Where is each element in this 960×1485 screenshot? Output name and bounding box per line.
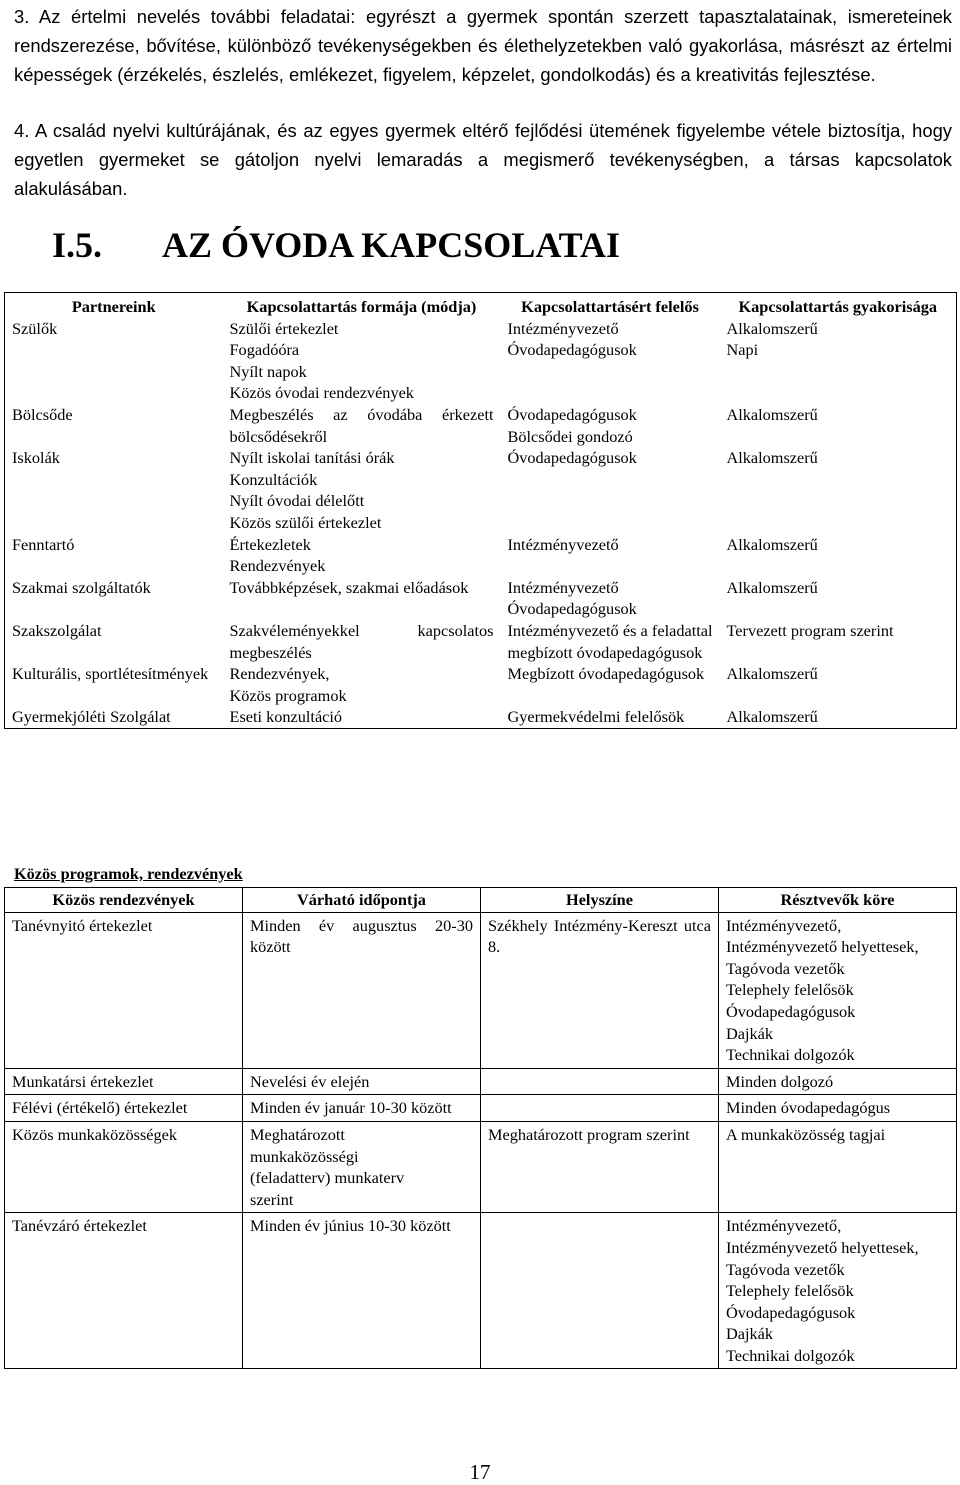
partner-cell: Gyermekjóléti Szolgálat (12, 707, 171, 727)
location-cell: Székhely Intézmény-Kereszt utca 8. (481, 912, 719, 1068)
participants-cell: A munkaközösség tagjai (719, 1121, 957, 1212)
form-cell: Eseti konzultáció (229, 707, 343, 727)
relations-table (4, 292, 957, 729)
event-cell: Közös munkaközösségek (5, 1121, 243, 1212)
page-number: 17 (469, 1460, 491, 1484)
responsible-cell: Óvodapedagógusok Bölcsődei gondozó (507, 404, 637, 446)
date-cell: Minden év január 10-30 között (243, 1095, 481, 1122)
partner-cell: Kulturális, sportlétesítmények (12, 664, 209, 684)
participants-cell: Intézményvezető, Intézményvezető helyettesek, Tagóvoda vezetők Telephely felelősök Óvodapedagógusok Dajkák Technikai dolgozók (719, 1213, 957, 1369)
location-cell (481, 1068, 719, 1095)
partner-cell: Szakmai szolgáltatók (12, 577, 151, 597)
event-cell: Tanévnyitó értekezlet (5, 912, 243, 1068)
table-row (5, 447, 957, 533)
responsible-cell: Megbízott óvodapedagógusok (507, 664, 705, 684)
table-row (5, 663, 957, 706)
responsible-cell: Intézményvezető és a feladattal megbízott óvodapedagógusok (507, 620, 713, 662)
relations-header-cell: Kapcsolattartásért felelős (521, 297, 699, 316)
frequency-cell: Alkalomszerű (726, 664, 818, 684)
date-cell: Nevelési év elején (243, 1068, 481, 1095)
relations-header-cell: Kapcsolattartás formája (módja) (246, 297, 477, 316)
table-row (5, 404, 957, 447)
frequency-cell: Tervezett program szerint (726, 620, 894, 640)
programs-table (4, 887, 957, 1369)
frequency-cell: Alkalomszerű (726, 404, 818, 424)
responsible-cell: Intézményvezető Óvodapedagógusok (507, 318, 637, 360)
programs-header-cell: Közös rendezvények (5, 888, 243, 913)
form-cell: Nyílt iskolai tanítási órák Konzultációk Nyílt óvodai délelőtt Közös szülői értekezlet (229, 448, 395, 532)
frequency-cell: Alkalomszerű (726, 534, 818, 554)
frequency-cell: Alkalomszerű (726, 707, 818, 727)
participants-cell: Intézményvezető, Intézményvezető helyettesek, Tagóvoda vezetők Telephely felelősök Óvodapedagógusok Dajkák Technikai dolgozók (719, 912, 957, 1068)
responsible-cell: Intézményvezető (507, 534, 619, 554)
location-cell (481, 1213, 719, 1369)
programs-header-cell: Helyszíne (481, 888, 719, 913)
location-cell: Meghatározott program szerint (481, 1121, 719, 1212)
table-row (5, 1121, 957, 1212)
date-cell: Minden év június 10-30 között (243, 1213, 481, 1369)
partner-cell: Szülők (12, 318, 58, 338)
date-cell: Meghatározott munkaközösségi (feladatterv) munkaterv szerint (243, 1121, 481, 1212)
form-cell: Továbbképzések, szakmai előadások (229, 577, 469, 597)
intro-paragraph-4: 4. A család nyelvi kultúrájának, és az egyes gyermek eltérő fejlődési ütemének figyelembe vétele biztosítja, hogy egyetlen gyermeket se gátoljon nyelvi lemaradás a megismerő tevékenységben, a társas kapcsolatok alakulásában. (14, 120, 952, 199)
form-cell: Rendezvények, Közös programok (229, 664, 347, 705)
table-row (5, 577, 957, 620)
event-cell: Munkatársi értekezlet (5, 1068, 243, 1095)
event-cell: Tanévzáró értekezlet (5, 1213, 243, 1369)
table-row (5, 912, 957, 1068)
section-heading (52, 224, 620, 266)
frequency-cell: Alkalomszerű (726, 448, 818, 468)
form-cell: Szülői értekezlet Fogadóóra Nyílt napok Közös óvodai rendezvények (229, 318, 414, 403)
section-number: I.5. (52, 225, 103, 265)
table-row (5, 318, 957, 404)
form-cell: Értekezletek Rendezvények (229, 534, 326, 576)
location-cell (481, 1095, 719, 1122)
responsible-cell: Intézményvezető Óvodapedagógusok (507, 577, 637, 619)
table-row (5, 620, 957, 663)
partner-cell: Szakszolgálat (12, 620, 102, 640)
programs-header-cell: Résztvevők köre (719, 888, 957, 913)
form-cell: Megbeszélés az óvodába érkezett bölcsődésekről (229, 404, 494, 446)
table-row (5, 1213, 957, 1369)
programs-heading: Közös programok, rendezvények (14, 864, 243, 883)
partner-cell: Fenntartó (12, 534, 75, 554)
participants-cell: Minden dolgozó (719, 1068, 957, 1095)
table-row (5, 1068, 957, 1095)
date-cell: Minden év augusztus 20-30 között (243, 912, 481, 1068)
partner-cell: Iskolák (12, 448, 60, 468)
partner-cell: Bölcsőde (12, 404, 73, 424)
section-title: AZ ÓVODA KAPCSOLATAI (162, 225, 620, 265)
form-cell: Szakvéleményekkel kapcsolatos megbeszélés (229, 620, 494, 662)
relations-header-cell: Kapcsolattartás gyakorisága (738, 297, 938, 316)
event-cell: Félévi (értékelő) értekezlet (5, 1095, 243, 1122)
responsible-cell: Óvodapedagógusok (507, 448, 637, 468)
relations-header-row (5, 293, 957, 318)
responsible-cell: Gyermekvédelmi felelősök (507, 707, 685, 727)
frequency-cell: Alkalomszerű (726, 577, 818, 597)
frequency-cell: Alkalomszerű Napi (726, 318, 818, 360)
table-row (5, 1095, 957, 1122)
programs-header-cell: Várható időpontja (243, 888, 481, 913)
table-row (5, 534, 957, 577)
programs-header-row (5, 888, 957, 913)
relations-header-cell: Partnereink (71, 297, 156, 316)
intro-paragraph-3: 3. Az értelmi nevelés további feladatai: egyrészt a gyermek spontán szerzett tapasztalatainak, ismereteinek rendszerezése, bővítése, különböző tevékenységekben és élethelyzetekben való gyakorlása, másrészt az értelmi képességek (érzékelés, észlelés, emlékezet, figyelem, képzelet, gondolkodás) és a kreativitás fejlesztése. (14, 6, 952, 85)
participants-cell: Minden óvodapedagógus (719, 1095, 957, 1122)
table-row (5, 706, 957, 728)
